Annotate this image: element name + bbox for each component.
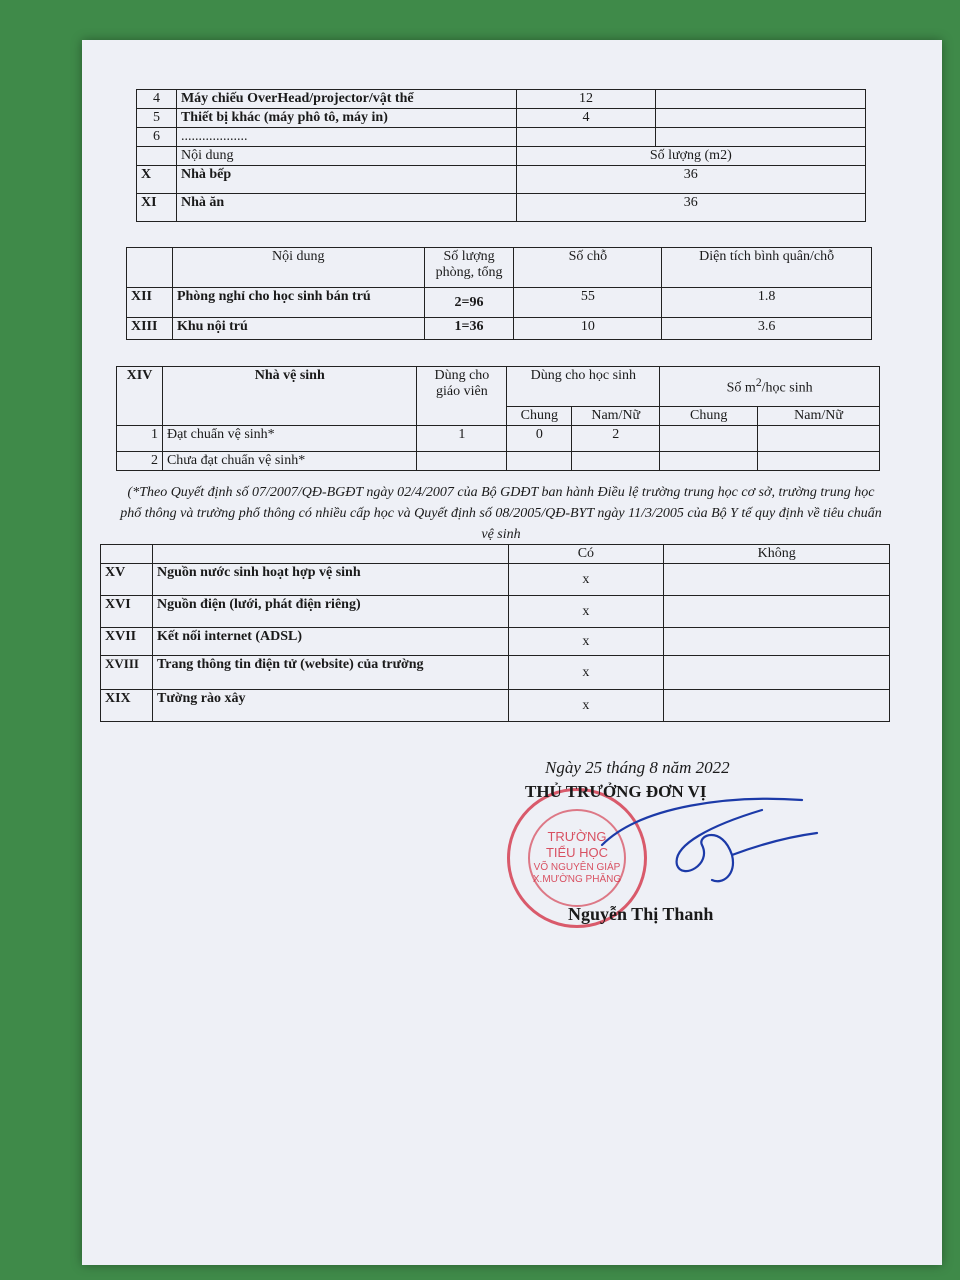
row-number: XII [127,288,173,318]
empty-cell [137,147,177,166]
empty-cell [758,426,880,452]
row-label: Kết nối internet (ADSL) [152,628,508,656]
table-header-row [137,147,866,166]
table-row [117,426,880,452]
row-label: Thiết bị khác (máy phô tô, máy in) [176,109,516,128]
utilities-table [100,544,890,722]
row-chung: 0 [507,426,572,452]
row-chung [507,452,572,471]
row-number: XIX [101,690,153,722]
subheader-namnu: Nam/Nữ [572,407,660,426]
column-header: Số chỗ [514,248,662,288]
table-header-row [101,545,890,564]
row-teacher [417,452,507,471]
column-header-area: Số lượng (m2) [516,147,865,166]
table-row [127,288,872,318]
stamp-text: VÕ NGUYÊN GIÁP [533,861,621,873]
row-number: XI [137,194,177,222]
column-header: Số lượng phòng, tổng [424,248,514,288]
signature-date: Ngày 25 tháng 8 năm 2022 [545,758,730,777]
row-value [516,128,656,147]
row-average: 1.8 [662,288,872,318]
stamp-text: X.MƯỜNG PHĂNG [532,874,622,885]
row-label: Tường rào xây [152,690,508,722]
stamp-text: TRƯỜNG [547,829,607,844]
table-header-row [127,248,872,288]
area-label-pre: Số m [726,380,756,396]
column-header-content: Nội dung [176,147,516,166]
row-label: Nguồn điện (lưới, phát điện riêng) [152,596,508,628]
empty-cell [656,109,866,128]
row-number: XVI [101,596,153,628]
table-row [117,452,880,471]
table-row [137,166,866,194]
row-label: Máy chiếu OverHead/projector/vật thể [176,90,516,109]
empty-cell [664,656,890,690]
row-number: XIII [127,318,173,340]
column-header-yes: Có [508,545,664,564]
column-header-student: Dùng cho học sinh [507,367,660,407]
column-header: Diện tích bình quân/chỗ [662,248,872,288]
row-label: Khu nội trú [172,318,424,340]
row-yes: x [508,656,664,690]
empty-cell [656,128,866,147]
row-number: 4 [137,90,177,109]
column-header-teacher: Dùng cho giáo viên [417,367,507,426]
table-row [127,318,872,340]
row-label: ................... [176,128,516,147]
table-row [137,128,866,147]
area-label-sup: 2 [755,376,762,390]
row-value: 12 [516,90,656,109]
column-header-title: Nhà vệ sinh [162,367,417,426]
regulation-note: (*Theo Quyết định số 07/2007/QĐ-BGĐT ngày 02/4/2007 của Bộ GDĐT ban hành Điều lệ trường trung học cơ sở, trường trung học phổ thông và trường phổ thông có nhiều cấp học và Quyết định số 08/2005/QĐ-BYT ngày 11/3/2005 của Bộ Y tế quy định về tiêu chuẩn vệ sinh [120,485,882,542]
row-yes: x [508,596,664,628]
row-label: Phòng nghỉ cho học sinh bán trú [172,288,424,318]
row-namnu [572,452,660,471]
column-header-no: Không [664,545,890,564]
table-header-row [117,367,880,407]
row-number: XVIII [101,656,153,690]
handwritten-signature [582,785,822,895]
empty-cell [152,545,508,564]
empty-cell [660,426,758,452]
row-label: Nhà bếp [176,166,516,194]
equipment-area-table [136,89,866,222]
subheader-chung: Chung [507,407,572,426]
table-row [137,109,866,128]
area-label-post: /học sinh [761,380,813,396]
row-number: X [137,166,177,194]
row-value: 4 [516,109,656,128]
row-label: Đạt chuẩn vệ sinh* [162,426,417,452]
empty-cell [664,690,890,722]
row-number: XV [101,564,153,596]
row-rooms: 2=96 [424,288,514,318]
column-header: Nội dung [172,248,424,288]
row-number: 6 [137,128,177,147]
row-yes: x [508,690,664,722]
signer-name: Nguyễn Thị Thanh [568,904,714,924]
empty-cell [656,90,866,109]
row-label: Chưa đạt chuẩn vệ sinh* [162,452,417,471]
row-number: 5 [137,109,177,128]
row-yes: x [508,564,664,596]
row-number: XVII [101,628,153,656]
table-row [101,690,890,722]
boarding-table [126,247,872,340]
toilet-table [116,366,880,471]
row-teacher: 1 [417,426,507,452]
row-rooms: 1=36 [424,318,514,340]
table-row [137,90,866,109]
row-label: Nguồn nước sinh hoạt hợp vệ sinh [152,564,508,596]
row-namnu: 2 [572,426,660,452]
subheader-namnu: Nam/Nữ [758,407,880,426]
table-row [101,656,890,690]
row-average: 3.6 [662,318,872,340]
document-page [82,40,942,1265]
empty-cell [664,564,890,596]
empty-cell [664,596,890,628]
stamp-text: TIỂU HỌC [545,845,609,861]
table-row [137,194,866,222]
row-value: 36 [516,166,865,194]
row-value: 36 [516,194,865,222]
table-row [101,596,890,628]
table-row [101,564,890,596]
row-number: 2 [117,452,163,471]
empty-cell [758,452,880,471]
empty-cell [101,545,153,564]
column-header-area [660,367,880,407]
subheader-chung: Chung [660,407,758,426]
row-label: Trang thông tin điện tử (website) của trường [152,656,508,690]
row-seats: 55 [514,288,662,318]
table-row [101,628,890,656]
empty-cell [664,628,890,656]
row-seats: 10 [514,318,662,340]
signature-title: THỦ TRƯỞNG ĐƠN VỊ [525,782,707,801]
row-number: 1 [117,426,163,452]
row-label: Nhà ăn [176,194,516,222]
row-yes: x [508,628,664,656]
row-number: XIV [117,367,163,426]
empty-cell [660,452,758,471]
empty-cell [127,248,173,288]
